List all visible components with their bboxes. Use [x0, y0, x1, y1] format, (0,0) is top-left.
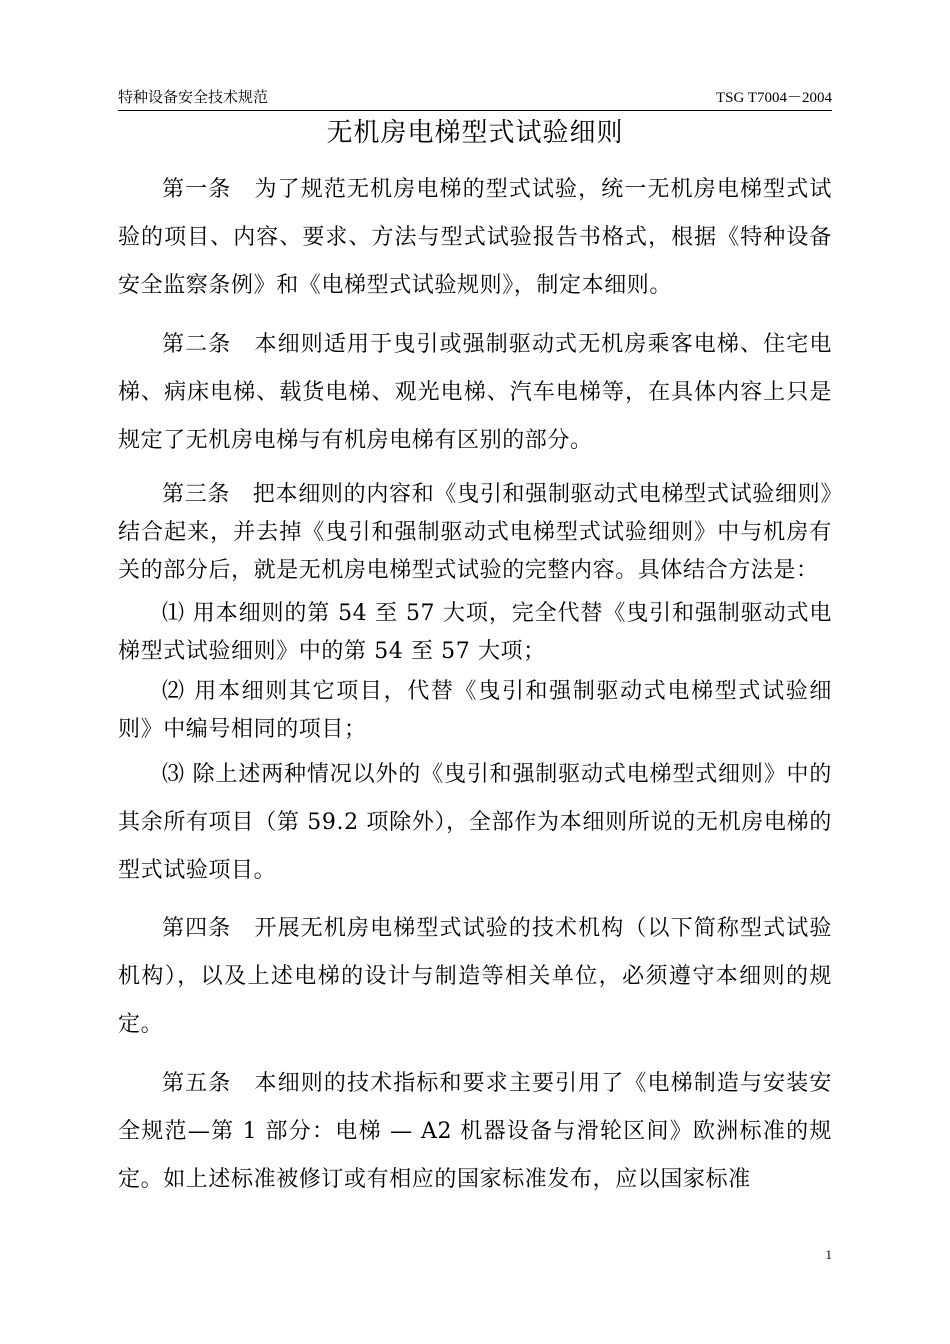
header-spec-name: 特种设备安全技术规范 — [118, 90, 269, 106]
article-2: 第二条 本细则适用于曳引或强制驱动式无机房乘客电梯、住宅电梯、病床电梯、载货电梯、观光电梯、汽车电梯等，在具体内容上只是规定了无机房电梯与有机房电梯有区别的部分。 — [118, 332, 832, 453]
document-title: 无机房电梯型式试验细则 — [326, 118, 624, 148]
page-header — [118, 88, 832, 111]
page-number: 1 — [825, 1247, 832, 1262]
header-doc-code: TSG T7004－2004 — [716, 90, 832, 106]
article-3-item-1: ⑴ 用本细则的第 54 至 57 大项，完全代替《曳引和强制驱动式电梯型式试验细则》中的第 54 至 57 大项； — [118, 601, 832, 664]
article-3: 第三条 把本细则的内容和《曳引和强制驱动式电梯型式试验细则》结合起来，并去掉《曳引和强制驱动式电梯型式试验细则》中与机房有关的部分后，就是无机房电梯型式试验的完整内容。具体结合方法是： — [118, 482, 832, 583]
article-5: 第五条 本细则的技术指标和要求主要引用了《电梯制造与安装安全规范—第 1 部分：电梯 — A2 机器设备与滑轮区间》欧洲标准的规定。如上述标准被修订或有相应的国家标准发布，应以国家标准 — [118, 1071, 832, 1192]
document-body — [118, 166, 832, 1207]
article-1: 第一条 为了规范无机房电梯的型式试验，统一无机房电梯型式试验的项目、内容、要求、方法与型式试验报告书格式，根据《特种设备安全监察条例》和《电梯型式试验规则》，制定本细则。 — [118, 177, 832, 298]
article-3-item-3: ⑶ 除上述两种情况以外的《曳引和强制驱动式电梯型式细则》中的其余所有项目（第 59.2 项除外），全部作为本细则所说的无机房电梯的型式试验项目。 — [118, 762, 832, 883]
article-3-item-2: ⑵ 用本细则其它项目，代替《曳引和强制驱动式电梯型式试验细则》中编号相同的项目； — [118, 679, 832, 742]
article-4: 第四条 开展无机房电梯型式试验的技术机构（以下简称型式试验机构），以及上述电梯的设计与制造等相关单位，必须遵守本细则的规定。 — [118, 916, 832, 1037]
